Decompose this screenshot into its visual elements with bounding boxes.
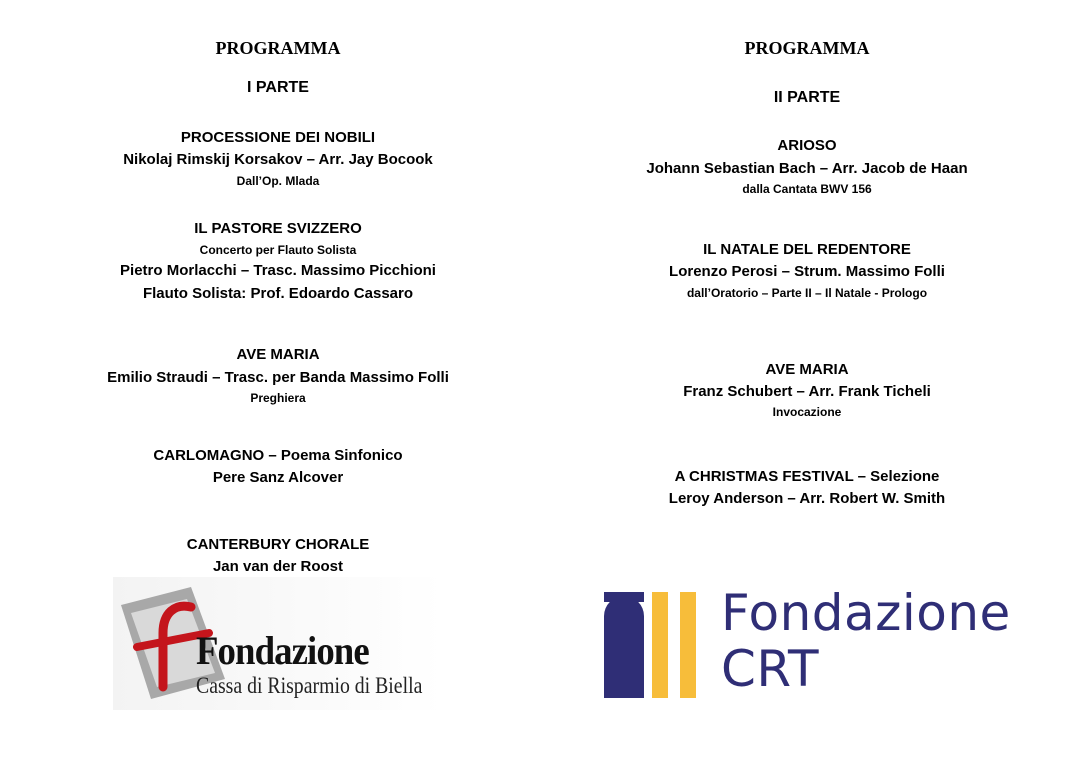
- piece-title: AVE MARIA: [236, 346, 320, 363]
- piece-title: IL NATALE DEL REDENTORE: [703, 241, 911, 258]
- piece-composer: Franz Schubert – Arr. Frank Ticheli: [683, 383, 931, 400]
- fondazione-crt-logo: [604, 584, 1024, 702]
- piece-composer: Johann Sebastian Bach – Arr. Jacob de Haan: [646, 160, 968, 177]
- piece-composer: Nikolaj Rimskij Korsakov – Arr. Jay Bocook: [123, 151, 433, 168]
- piece-title: ARIOSO: [777, 137, 837, 154]
- piece-title: CARLOMAGNO – Poema Sinfonico: [153, 447, 403, 464]
- programma-heading: PROGRAMMA: [744, 38, 870, 58]
- crt-logo-line1: Fondazione: [721, 584, 1011, 642]
- piece-title: CANTERBURY CHORALE: [186, 536, 370, 553]
- piece-soloist: Flauto Solista: Prof. Edoardo Cassaro: [142, 285, 414, 302]
- biella-logo-subtitle: Cassa di Risparmio di Biella: [196, 673, 423, 698]
- piece-composer: Pere Sanz Alcover: [212, 469, 344, 486]
- biella-logo-name: Fondazione: [196, 628, 369, 673]
- crt-arch-icon: [604, 592, 700, 698]
- fondazione-biella-logo: [113, 577, 443, 710]
- piece-title: PROCESSIONE DEI NOBILI: [180, 129, 376, 146]
- piece-composer: Pietro Morlacchi – Trasc. Massimo Picchioni: [120, 262, 436, 279]
- piece-composer: Leroy Anderson – Arr. Robert W. Smith: [668, 490, 946, 507]
- piece-composer: Lorenzo Perosi – Strum. Massimo Folli: [669, 263, 945, 280]
- piece-subtitle: Concerto per Flauto Solista: [199, 243, 357, 257]
- piece-composer: Jan van der Roost: [212, 558, 344, 575]
- piece-note: dalla Cantata BWV 156: [742, 182, 872, 196]
- piece-note: Invocazione: [772, 405, 842, 419]
- piece-title: A CHRISTMAS FESTIVAL – Selezione: [674, 468, 940, 485]
- piece-title: AVE MARIA: [765, 361, 849, 378]
- piece-note: Preghiera: [250, 391, 306, 405]
- part-heading: I PARTE: [247, 79, 309, 96]
- piece-composer: Emilio Straudi – Trasc. per Banda Massimo Folli: [107, 369, 449, 386]
- piece-note: Dall’Op. Mlada: [236, 174, 320, 188]
- part-heading: II PARTE: [773, 89, 841, 106]
- crt-logo-line2: CRT: [721, 640, 820, 698]
- programma-heading: PROGRAMMA: [215, 38, 341, 58]
- piece-title: IL PASTORE SVIZZERO: [194, 220, 362, 237]
- piece-note: dall’Oratorio – Parte II – Il Natale - Prologo: [686, 286, 928, 300]
